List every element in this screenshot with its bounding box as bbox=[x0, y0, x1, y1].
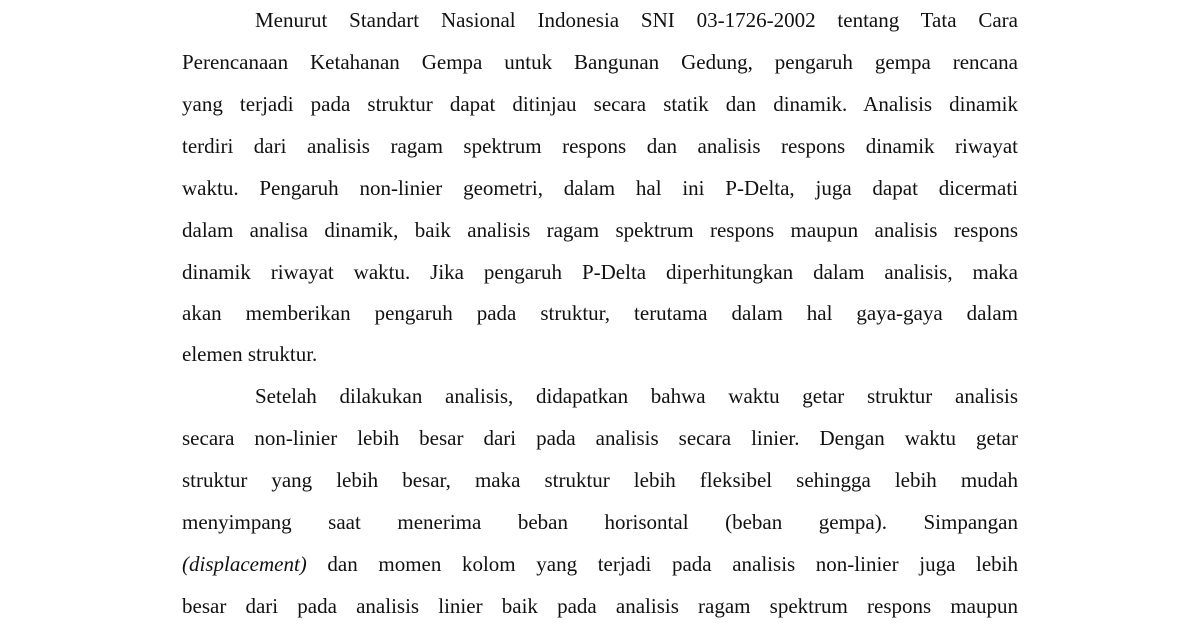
paragraph-2-line-6: besar dari pada analisis linier baik pada analisis ragam spektrum respons maupun bbox=[182, 594, 1018, 618]
paragraph-1-line-8: akan memberikan pengaruh pada struktur, terutama dalam hal gaya-gaya dalam bbox=[182, 301, 1018, 325]
paragraph-2-line-1: Setelah dilakukan analisis, didapatkan bahwa waktu getar struktur analisis bbox=[255, 384, 1018, 408]
paragraph-1-line-2: Perencanaan Ketahanan Gempa untuk Bangunan Gedung, pengaruh gempa rencana bbox=[182, 50, 1018, 74]
paragraph-1-line-3: yang terjadi pada struktur dapat ditinjau secara statik dan dinamik. Analisis dinamik bbox=[182, 92, 1018, 116]
paragraph-2-line-5-text: dan momen kolom yang terjadi pada analisis non-linier juga lebih bbox=[327, 552, 1019, 576]
paragraph-2-line-5 bbox=[182, 550, 1018, 578]
paragraph-1-line-4: terdiri dari analisis ragam spektrum respons dan analisis respons dinamik riwayat bbox=[182, 134, 1018, 158]
paragraph-1-line-9: elemen struktur. bbox=[182, 342, 318, 366]
paragraph-2-line-2: secara non-linier lebih besar dari pada analisis secara linier. Dengan waktu getar bbox=[182, 426, 1018, 450]
paragraph-1-line-7: dinamik riwayat waktu. Jika pengaruh P-Delta diperhitungkan dalam analisis, maka bbox=[182, 260, 1018, 284]
paragraph-1-line-1: Menurut Standart Nasional Indonesia SNI 03-1726-2002 tentang Tata Cara bbox=[255, 8, 1018, 32]
paragraph-2-line-4: menyimpang saat menerima beban horisontal (beban gempa). Simpangan bbox=[182, 510, 1018, 534]
paragraph-2-line-3: struktur yang lebih besar, maka struktur lebih fleksibel sehingga lebih mudah bbox=[182, 468, 1018, 492]
paragraph-1-line-6: dalam analisa dinamik, baik analisis ragam spektrum respons maupun analisis respons bbox=[182, 218, 1018, 242]
italic-term-displacement: (displacement) bbox=[182, 552, 307, 576]
paragraph-1-line-5: waktu. Pengaruh non-linier geometri, dalam hal ini P-Delta, juga dapat dicermati bbox=[182, 176, 1018, 200]
